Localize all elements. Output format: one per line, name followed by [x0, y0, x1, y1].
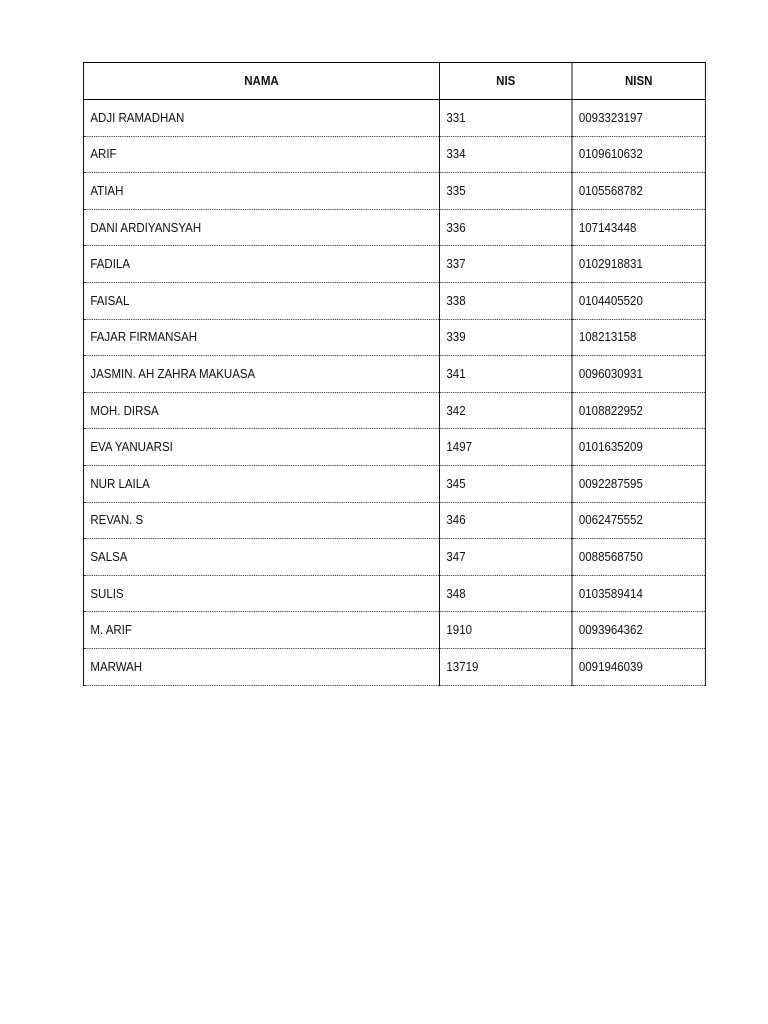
- cell-nisn: 0105568782: [572, 173, 705, 210]
- table-row: [83, 246, 705, 283]
- table-row: [83, 100, 705, 137]
- table-row: [83, 319, 705, 356]
- student-list-sheet: [83, 62, 705, 686]
- table-body: [83, 100, 705, 686]
- column-header-nis: NIS: [440, 63, 572, 100]
- table-row: [83, 539, 705, 576]
- cell-nisn: 0102918831: [572, 246, 705, 283]
- table-row: [83, 173, 705, 210]
- column-header-nisn: NISN: [572, 63, 705, 100]
- cell-nama: SULIS: [83, 575, 439, 612]
- cell-nama: M. ARIF: [83, 612, 439, 649]
- column-header-nama: NAMA: [83, 63, 439, 100]
- cell-nisn: 0109610632: [572, 136, 705, 173]
- table-row: [83, 392, 705, 429]
- table-row: [83, 612, 705, 649]
- cell-nisn: 0093964362: [572, 612, 705, 649]
- cell-nis: 338: [440, 282, 572, 319]
- cell-nama: EVA YANUARSI: [83, 429, 439, 466]
- cell-nisn: 0088568750: [572, 539, 705, 576]
- cell-nama: JASMIN. AH ZAHRA MAKUASA: [83, 356, 439, 393]
- table-row: [83, 282, 705, 319]
- cell-nama: ATIAH: [83, 173, 439, 210]
- table-row: [83, 209, 705, 246]
- table-row: [83, 465, 705, 502]
- cell-nis: 335: [440, 173, 572, 210]
- table-row: [83, 429, 705, 466]
- cell-nisn: 108213158: [572, 319, 705, 356]
- table-row: [83, 136, 705, 173]
- cell-nisn: 0093323197: [572, 100, 705, 137]
- cell-nis: 334: [440, 136, 572, 173]
- cell-nisn: 0092287595: [572, 465, 705, 502]
- cell-nis: 1910: [440, 612, 572, 649]
- cell-nama: MOH. DIRSA: [83, 392, 439, 429]
- cell-nis: 331: [440, 100, 572, 137]
- cell-nama: FAJAR FIRMANSAH: [83, 319, 439, 356]
- cell-nis: 339: [440, 319, 572, 356]
- table-row: [83, 648, 705, 685]
- cell-nama: FADILA: [83, 246, 439, 283]
- cell-nama: MARWAH: [83, 648, 439, 685]
- table-row: [83, 356, 705, 393]
- table-row: [83, 502, 705, 539]
- cell-nis: 337: [440, 246, 572, 283]
- cell-nisn: 0101635209: [572, 429, 705, 466]
- cell-nisn: 0103589414: [572, 575, 705, 612]
- cell-nis: 347: [440, 539, 572, 576]
- cell-nama: DANI ARDIYANSYAH: [83, 209, 439, 246]
- cell-nisn: 0062475552: [572, 502, 705, 539]
- cell-nama: SALSA: [83, 539, 439, 576]
- cell-nis: 1497: [440, 429, 572, 466]
- cell-nisn: 0108822952: [572, 392, 705, 429]
- table-row: [83, 575, 705, 612]
- cell-nisn: 0104405520: [572, 282, 705, 319]
- cell-nama: ADJI RAMADHAN: [83, 100, 439, 137]
- cell-nis: 348: [440, 575, 572, 612]
- cell-nisn: 0096030931: [572, 356, 705, 393]
- cell-nis: 336: [440, 209, 572, 246]
- student-table: [83, 62, 706, 686]
- cell-nisn: 0091946039: [572, 648, 705, 685]
- cell-nisn: 107143448: [572, 209, 705, 246]
- cell-nama: REVAN. S: [83, 502, 439, 539]
- cell-nis: 341: [440, 356, 572, 393]
- cell-nis: 342: [440, 392, 572, 429]
- cell-nis: 345: [440, 465, 572, 502]
- cell-nis: 13719: [440, 648, 572, 685]
- cell-nama: FAISAL: [83, 282, 439, 319]
- cell-nama: NUR LAILA: [83, 465, 439, 502]
- table-header-row: [83, 63, 705, 100]
- cell-nama: ARIF: [83, 136, 439, 173]
- cell-nis: 346: [440, 502, 572, 539]
